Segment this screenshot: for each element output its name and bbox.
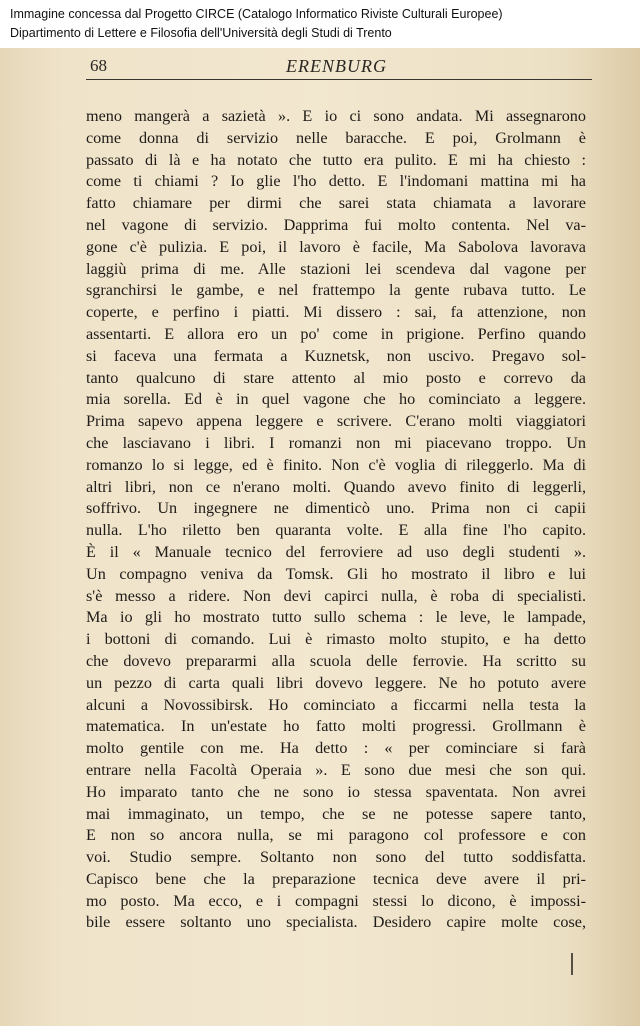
text-line: mia sorella. Ed è in quel vagone che ho cominciato a leggere. xyxy=(86,390,586,409)
text-line: matematica. In un'estate ho fatto molti progressi. Grollmann è xyxy=(86,717,586,736)
text-line: un pezzo di carta quali libri dovevo leggere. Ne ho potuto avere xyxy=(86,673,586,692)
text-line: assentarti. E allora ero un po' come in prigione. Perfino quando xyxy=(86,324,586,343)
text-line: nel vagone di servizio. Dapprima fui molto contenta. Nel va- xyxy=(86,215,586,234)
text-line: laggiù prima di me. Alle stazioni lei scendeva dal vagone per xyxy=(86,259,586,278)
text-line: entrare nella Facoltà Operaia ». E sono due mesi che son qui. xyxy=(86,760,586,779)
text-line: romanzo lo si legge, ed è finito. Non c'è voglia di rileggerlo. Ma di xyxy=(86,455,586,474)
text-line: mo posto. Ma ecco, e i compagni stessi lo dicono, è impossi- xyxy=(86,891,586,910)
text-line: sgranchirsi le gambe, e nel frattempo la gente rubava tutto. Le xyxy=(86,281,586,300)
header-rule xyxy=(86,79,592,80)
text-line: come ti chiami ? Io glie l'ho detto. E l'indomani mattina mi ha xyxy=(86,172,586,191)
text-line: meno mangerà a sazietà ». E io ci sono andata. Mi assegnarono xyxy=(86,107,586,125)
text-line: gone c'è pulizia. E poi, il lavoro è facile, Ma Sabolova lavorava xyxy=(86,237,586,256)
page-number: 68 xyxy=(90,56,107,75)
text-line: si faceva una fermata a Kuznetsk, non uscivo. Pregavo sol- xyxy=(86,346,586,365)
text-line: nulla. L'ho riletto ben quaranta volte. E alla fine l'ho capito. xyxy=(86,521,586,540)
text-line: molto gentile con me. Ha detto : « per cominciare si farà xyxy=(86,739,586,758)
text-line: altri libri, non ce n'erano molti. Quando avevo finito di leggerli, xyxy=(86,477,586,496)
text-line: mai immaginato, un tempo, che se ne potesse sapere tanto, xyxy=(86,804,586,823)
text-line: alcuni a Novossibirsk. Ho cominciato a ficcarmi nella testa la xyxy=(86,695,586,714)
text-line: Capisco bene che la preparazione tecnica deve avere il pri- xyxy=(86,869,586,888)
text-line: voi. Studio sempre. Soltanto non sono del tutto soddisfatta. xyxy=(86,848,586,867)
text-line: fatto chiamare per dirmi che sarei stata chiamata a lavorare xyxy=(86,194,586,213)
banner-line-1: Immagine concessa dal Progetto CIRCE (Catalogo Informatico Riviste Culturali Europee) xyxy=(10,7,503,21)
text-line: s'è messo a ridere. Non devi capirci nulla, è roba di specialisti. xyxy=(86,586,586,605)
text-line: Prima sapevo appena leggere e scrivere. C'erano molti viaggiatori xyxy=(86,412,586,431)
text-line: passato di là e ha notato che tutto era pulito. E mi ha chiesto : xyxy=(86,150,586,169)
text-line: coperte, e perfino i piatti. Mi dissero : sai, fa attenzione, non xyxy=(86,303,586,322)
text-line: bile essere soltanto uno specialista. Desidero capire molte cose, xyxy=(86,913,586,932)
text-line: È il « Manuale tecnico del ferroviere ad uso degli studenti ». xyxy=(86,542,586,561)
book-page xyxy=(0,48,640,1026)
text-line: Ma io gli ho mostrato tutto sullo schema : le leve, le lampade, xyxy=(86,608,586,627)
text-line: come donna di servizio nelle baracche. E poi, Grolmann è xyxy=(86,128,586,147)
text-line: che dovevo prepararmi alla scuola delle ferrovie. Ha scritto su xyxy=(86,651,586,670)
body-text xyxy=(86,106,586,934)
running-head: ERENBURG xyxy=(286,56,387,76)
banner-line-2: Dipartimento di Lettere e Filosofia dell'Università degli Studi di Trento xyxy=(10,26,392,40)
margin-mark xyxy=(571,953,573,975)
text-line: i bottoni di comando. Lui è rimasto molto stupito, e ha detto xyxy=(86,630,586,649)
text-line: Ho imparato tanto che ne sono io stessa spaventata. Non avrei xyxy=(86,782,586,801)
text-line: soffrivo. Un ingegnere ne dimenticò uno. Prima non ci capii xyxy=(86,499,586,518)
text-line: che lasciavano i libri. I romanzi non mi piacevano troppo. Un xyxy=(86,433,586,452)
text-line: tanto qualcuno di stare attento al mio posto e correvo da xyxy=(86,368,586,387)
source-banner xyxy=(0,0,640,48)
text-line: E non so ancora nulla, se mi paragono col professore e con xyxy=(86,826,586,845)
text-line: Un compagno veniva da Tomsk. Gli ho mostrato il libro e lui xyxy=(86,564,586,583)
page-header xyxy=(90,54,590,80)
